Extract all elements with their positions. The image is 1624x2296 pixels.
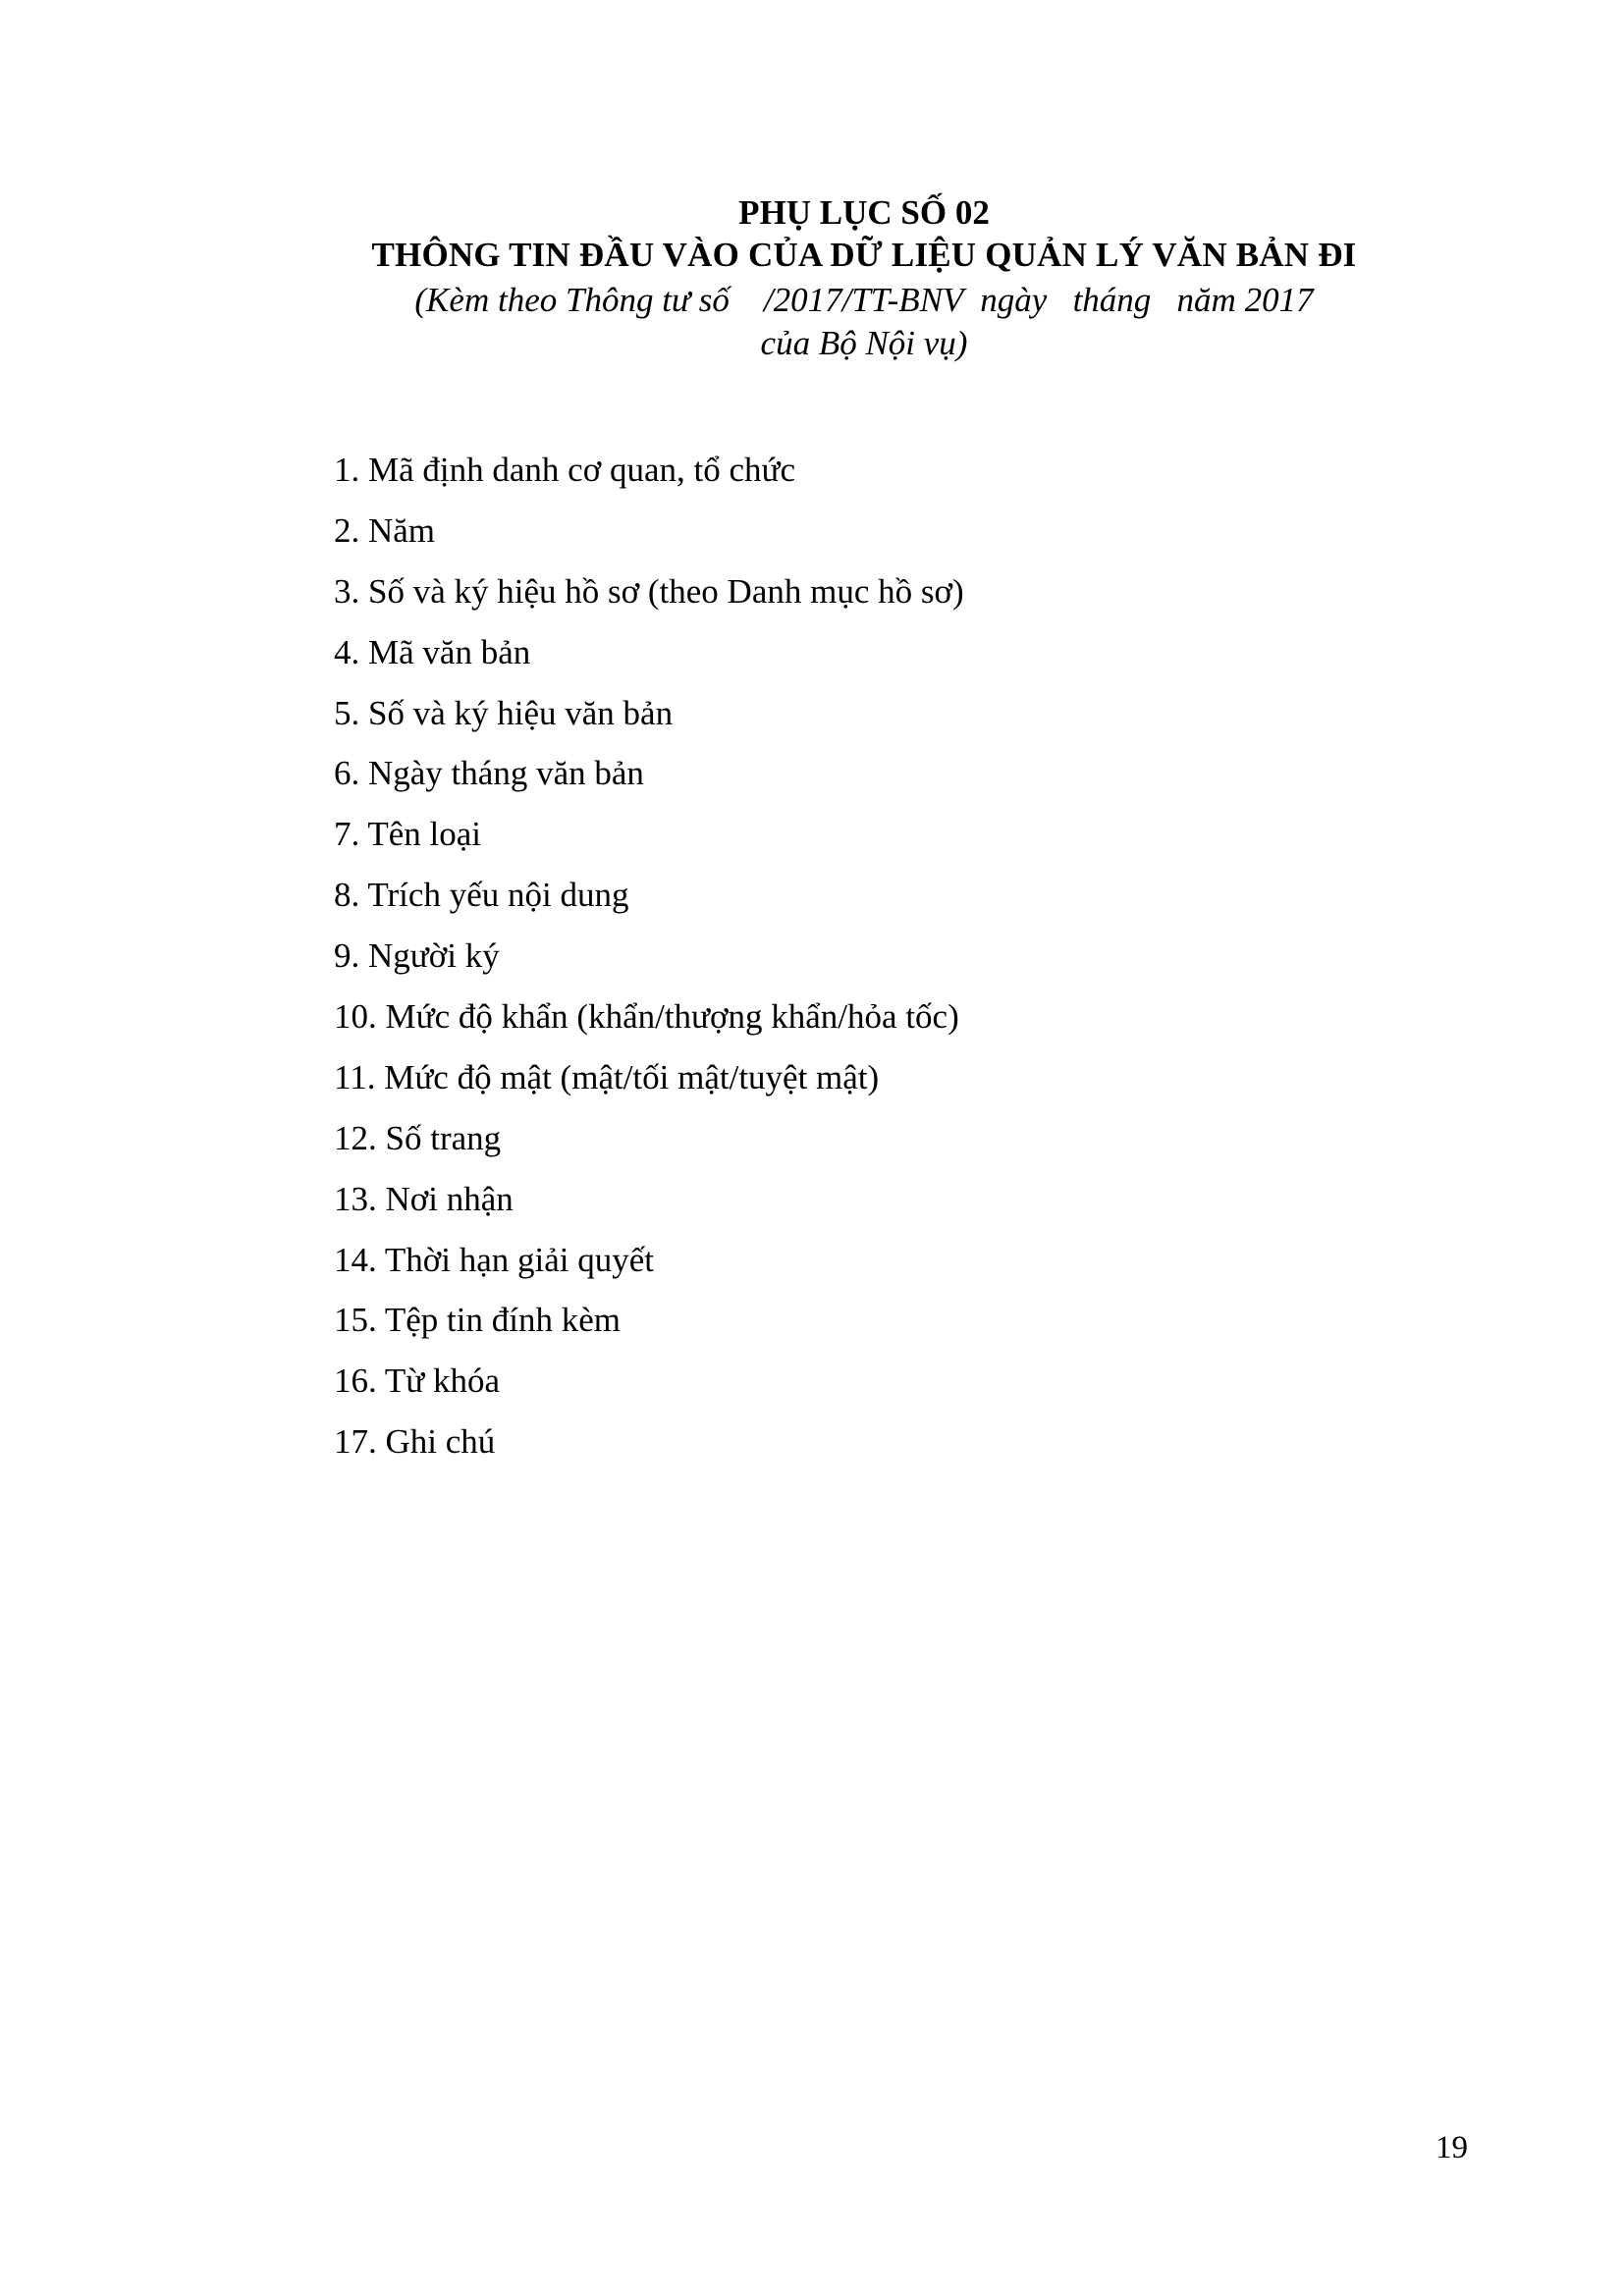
list-item-number: 7. [334,815,360,854]
list-item-number: 9. [334,936,360,976]
list-item-text: Mức độ khẩn (khẩn/thượng khẩn/hỏa tốc) [385,997,959,1037]
list-item-text: Tệp tin đính kèm [384,1301,621,1340]
list-item-text: Nơi nhận [385,1179,514,1218]
list-item [334,1047,964,1108]
list-item-text: Ghi chú [385,1422,496,1462]
list-item-number: 13. [334,1179,377,1218]
list-item [334,1230,964,1291]
list-item [334,1108,964,1169]
list-item-text: Người ký [368,936,500,976]
list-item-text: Năm [368,510,436,550]
list-item [334,561,964,622]
list-item-text: Từ khóa [384,1362,501,1401]
list-item-text: Mã định danh cơ quan, tổ chức [368,451,796,489]
list-item-text: Số và ký hiệu hồ sơ (theo Danh mục hồ sơ) [368,571,964,611]
list-item-text: Mức độ mật (mật/tối mật/tuyệt mật) [384,1057,880,1096]
list-item [334,501,964,561]
legal-basis-line-2: của Bộ Nội vụ) [760,324,968,362]
list-item-text: Trích yếu nội dung [367,876,629,915]
list-item-number: 15. [334,1301,377,1340]
list-item [334,1169,964,1230]
list-item-number: 3. [334,571,360,611]
list-item-number: 17. [334,1422,377,1462]
list-item [334,926,964,987]
list-item-number: 4. [334,632,360,671]
page-number: 19 [1435,2130,1468,2165]
appendix-header [324,192,1404,365]
list-item [334,440,964,501]
list-item-number: 1. [334,451,360,489]
list-item [334,1290,964,1351]
list-item-number: 6. [334,754,360,793]
list-item-number: 8. [334,876,360,915]
list-item-number: 16. [334,1362,377,1401]
list-item [334,865,964,926]
list-item-number: 10. [334,997,377,1037]
list-item-text: Thời hạn giải quyết [384,1240,655,1279]
list-item-number: 2. [334,510,360,550]
list-item [334,987,964,1047]
list-item-number: 12. [334,1118,377,1157]
list-item-text: Ngày tháng văn bản [368,754,644,793]
appendix-subtitle: THÔNG TIN ĐẦU VÀO CỦA DỮ LIỆU QUẢN LÝ VĂN BẢN ĐI [371,236,1357,274]
list-item [334,683,964,744]
list-item-number: 14. [334,1240,377,1279]
list-item [334,1351,964,1412]
list-item [334,622,964,683]
list-item-text: Số trang [385,1118,502,1157]
appendix-title: PHỤ LỤC SỐ 02 [738,193,990,232]
list-item [334,804,964,865]
legal-basis-line-1: (Kèm theo Thông tư số /2017/TT-BNV ngày tháng năm 2017 [414,281,1314,319]
list-item [334,1412,964,1472]
list-item-text: Số và ký hiệu văn bản [368,693,674,732]
list-item-text: Mã văn bản [368,632,531,671]
list-item [334,743,964,804]
list-item-text: Tên loại [367,815,482,854]
data-field-list [334,440,964,1472]
list-item-number: 5. [334,693,360,732]
list-item-number: 11. [334,1057,376,1096]
